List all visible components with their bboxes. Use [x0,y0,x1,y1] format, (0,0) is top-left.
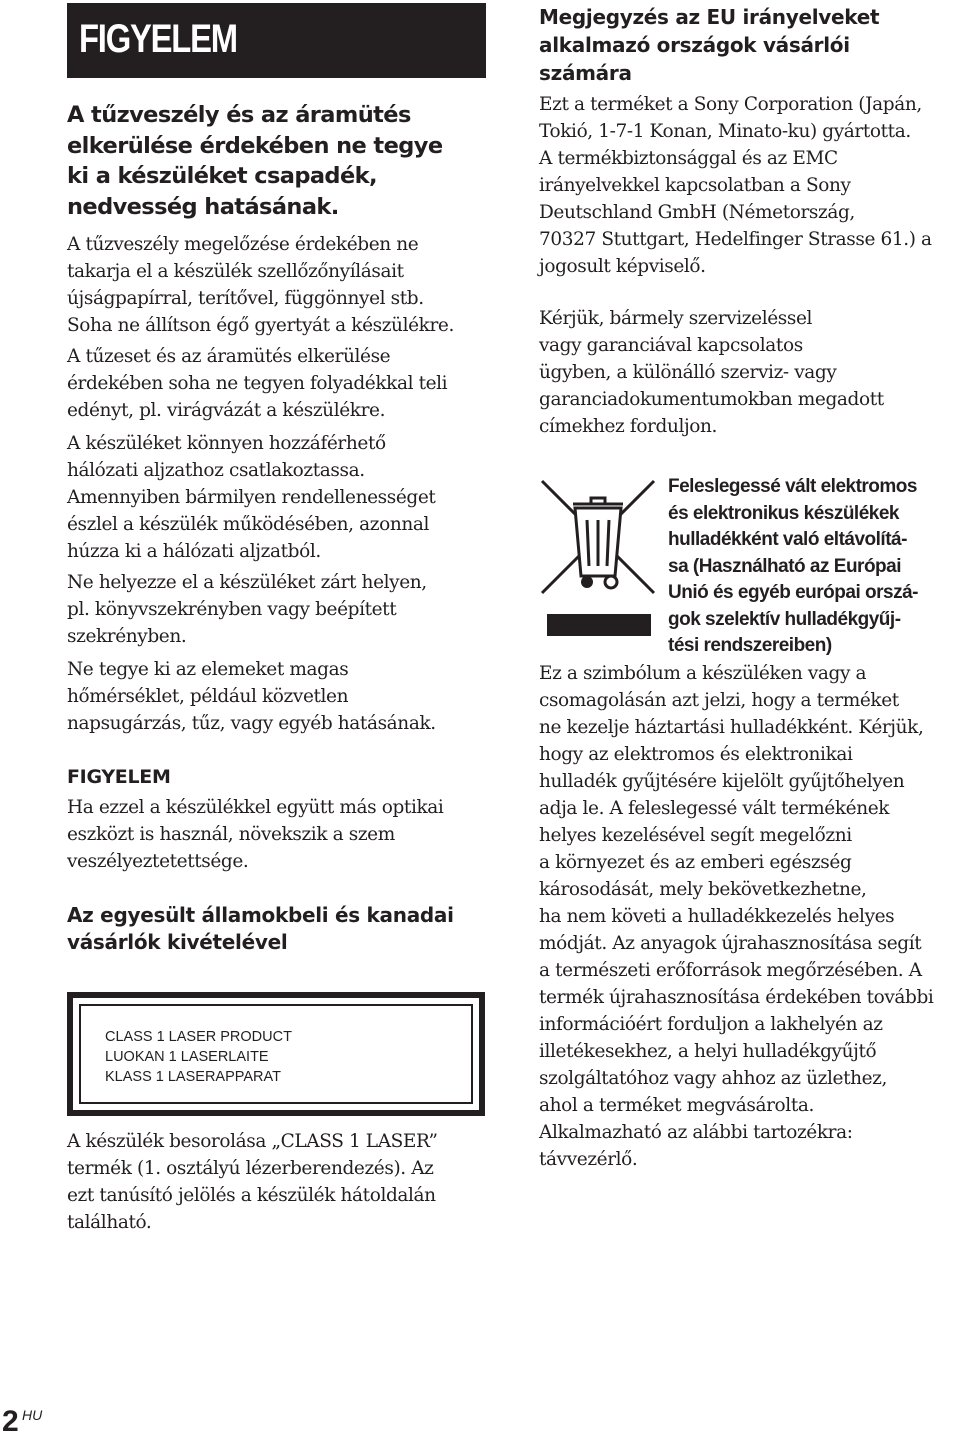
text-line: A tűzveszély megelőzése érdekében ne [67,234,419,255]
text-line: edényt, pl. virágvázát a készülékre. [67,400,386,421]
text-line: garanciadokumentumokban megadott [539,389,884,410]
text-line: jogosult képviselő. [539,256,706,277]
us-heading-line: vásárlók kivételével [67,930,288,954]
laser-label-line: KLASS 1 LASERAPPARAT [105,1069,281,1085]
paragraph-batteries [67,656,436,737]
laser-label-inner-border [79,1004,473,1104]
weee-heading [668,474,958,660]
paragraph-ventilation [67,231,454,339]
text-line: hulladék gyűjtésére kijelölt gyűjtőhelyen [539,771,905,792]
eu-heading-line: Megjegyzés az EU irányelveket [539,5,880,29]
text-line: A készülék besorolása „CLASS 1 LASER” [67,1131,438,1152]
text-line: hogy az elektromos és elektronikai [539,744,853,765]
text-line: 70327 Stuttgart, Hedelfinger Strasse 61.) a [539,229,932,250]
fire-heading-line: nedvesség hatásának. [67,193,339,220]
optics-warning-text [67,794,443,875]
text-line: Tokió, 1-7-1 Konan, Minato-ku) gyártotta. [539,121,911,142]
text-line: címekhez forduljon. [539,416,718,437]
text-line: Amennyiben bármilyen rendellenességet [67,487,436,508]
banner-title: FIGYELEM [79,17,237,61]
text-line: információért forduljon a lakhelyén az [539,1014,883,1035]
laser-label-line: CLASS 1 LASER PRODUCT [105,1029,292,1045]
text-line: veszélyeztetettsége. [67,851,249,872]
optics-warning-heading: FIGYELEM [67,766,171,788]
text-line: helyes kezelésével segít megelőzni [539,825,852,846]
text-line: ezt tanúsító jelölés a készülék hátoldalán [67,1185,436,1206]
text-line: A termékbiztonsággal és az EMC [539,148,838,169]
fire-heading-line: elkerülése érdekében ne tegye [67,132,443,159]
text-line: csomagolásán azt jelzi, hogy a terméket [539,690,899,711]
text-line: Soha ne állítson égő gyertyát a készülékre. [67,315,454,336]
text-line: takarja el a készülék szellőzőnyílásait [67,261,404,282]
service-text [539,305,884,440]
laser-classification-text [67,1128,438,1236]
weee-heading-line: tési rendszereiben) [668,635,832,656]
text-line: Kérjük, bármely szervizeléssel [539,308,813,329]
weee-heading-line: Feleslegessé vált elektromos [668,476,917,497]
text-line: A készüléket könnyen hozzáférhető [67,433,386,454]
text-line: található. [67,1212,152,1233]
text-line: vagy garanciával kapcsolatos [539,335,803,356]
text-line: illetékesekhez, a helyi hulladékgyűjtő [539,1041,877,1062]
text-line: ne kezelje háztartási hulladékként. Kérjük, [539,717,924,738]
warning-banner [67,3,486,78]
weee-heading-line: hulladékként való eltávolítá- [668,529,907,550]
text-line: ügyben, a különálló szerviz- vagy [539,362,837,383]
eu-heading [539,3,879,87]
text-line: adja le. A feleslegessé vált termékének [539,798,890,819]
text-line: hálózati aljzathoz csatlakoztassa. [67,460,365,481]
eu-heading-line: számára [539,61,632,85]
weee-heading-line: gok szelektív hulladékgyűj- [668,608,901,630]
text-line: hőmérséklet, például közvetlen [67,686,349,707]
text-line: A tűzeset és az áramütés elkerülése [67,346,391,367]
weee-heading-line: és elektronikus készülékek [668,502,899,524]
text-line: Deutschland GmbH (Németország, [539,202,855,223]
text-line: szolgáltatóhoz vagy ahhoz az üzlethez, [539,1068,887,1089]
text-line: ahol a terméket megvásárolta. [539,1095,814,1116]
text-line: szekrényben. [67,626,187,647]
weee-heading-line: Unió és egyéb európai orszá- [668,582,918,603]
text-line: termék újrahasznosítása érdekében további [539,987,934,1008]
laser-label-line: LUOKAN 1 LASERLAITE [105,1049,269,1065]
us-canada-heading [67,902,454,956]
fire-heading-line: ki a készüléket csapadék, [67,163,377,189]
text-line: Ezt a terméket a Sony Corporation (Japán, [539,94,922,115]
weee-heading-line: sa (Használható az Európai [668,555,902,577]
eu-heading-line: alkalmazó országok vásárlói [539,33,850,57]
crossed-out-wheelie-bin-icon [539,478,657,638]
fire-heading [67,100,442,222]
text-line: Ne helyezze el a készüléket zárt helyen, [67,572,427,593]
eu-manufacturer-text [539,91,932,280]
text-line: Ne tegye ki az elemeket magas [67,659,349,680]
paragraph-outlet [67,430,435,565]
text-line: a környezet és az emberi egészség [539,852,852,873]
paragraph-liquids [67,343,447,424]
weee-text [539,660,933,1173]
page-language-code: HU [22,1407,43,1423]
text-line: távvezérlő. [539,1149,638,1170]
text-line: Ez a szimbólum a készüléken vagy a [539,663,867,684]
text-line: károsodását, mely bekövetkezhetne, [539,879,867,900]
paragraph-enclosed [67,569,427,650]
text-line: pl. könyvszekrényben vagy beépített [67,599,397,620]
text-line: napsugárzás, tűz, vagy egyéb hatásának. [67,713,436,734]
text-line: érdekében soha ne tegyen folyadékkal teli [67,373,448,394]
text-line: újságpapírral, terítővel, függönnyel stb. [67,288,424,309]
laser-product-label [67,992,485,1116]
text-line: a természeti erőforrások megőrzésében. A [539,960,922,981]
text-line: irányelvekkel kapcsolatban a Sony [539,175,851,196]
us-heading-line: Az egyesült államokbeli és kanadai [67,903,454,927]
text-line: ha nem követi a hulladékkezelés helyes [539,906,895,927]
text-line: termék (1. osztályú lézerberendezés). Az [67,1158,434,1179]
text-line: észlel a készülék működésében, azonnal [67,514,430,535]
text-line: Ha ezzel a készülékkel együtt más optikai [67,797,444,818]
text-line: Alkalmazható az alábbi tartozékra: [539,1122,853,1143]
text-line: módját. Az anyagok újrahasznosítása segít [539,933,922,954]
text-line: húzza ki a hálózati aljzatból. [67,541,321,562]
text-line: eszközt is használ, növekszik a szem [67,824,395,845]
fire-heading-line: A tűzveszély és az áramütés [67,102,411,128]
page-number: 2 [2,1405,19,1438]
